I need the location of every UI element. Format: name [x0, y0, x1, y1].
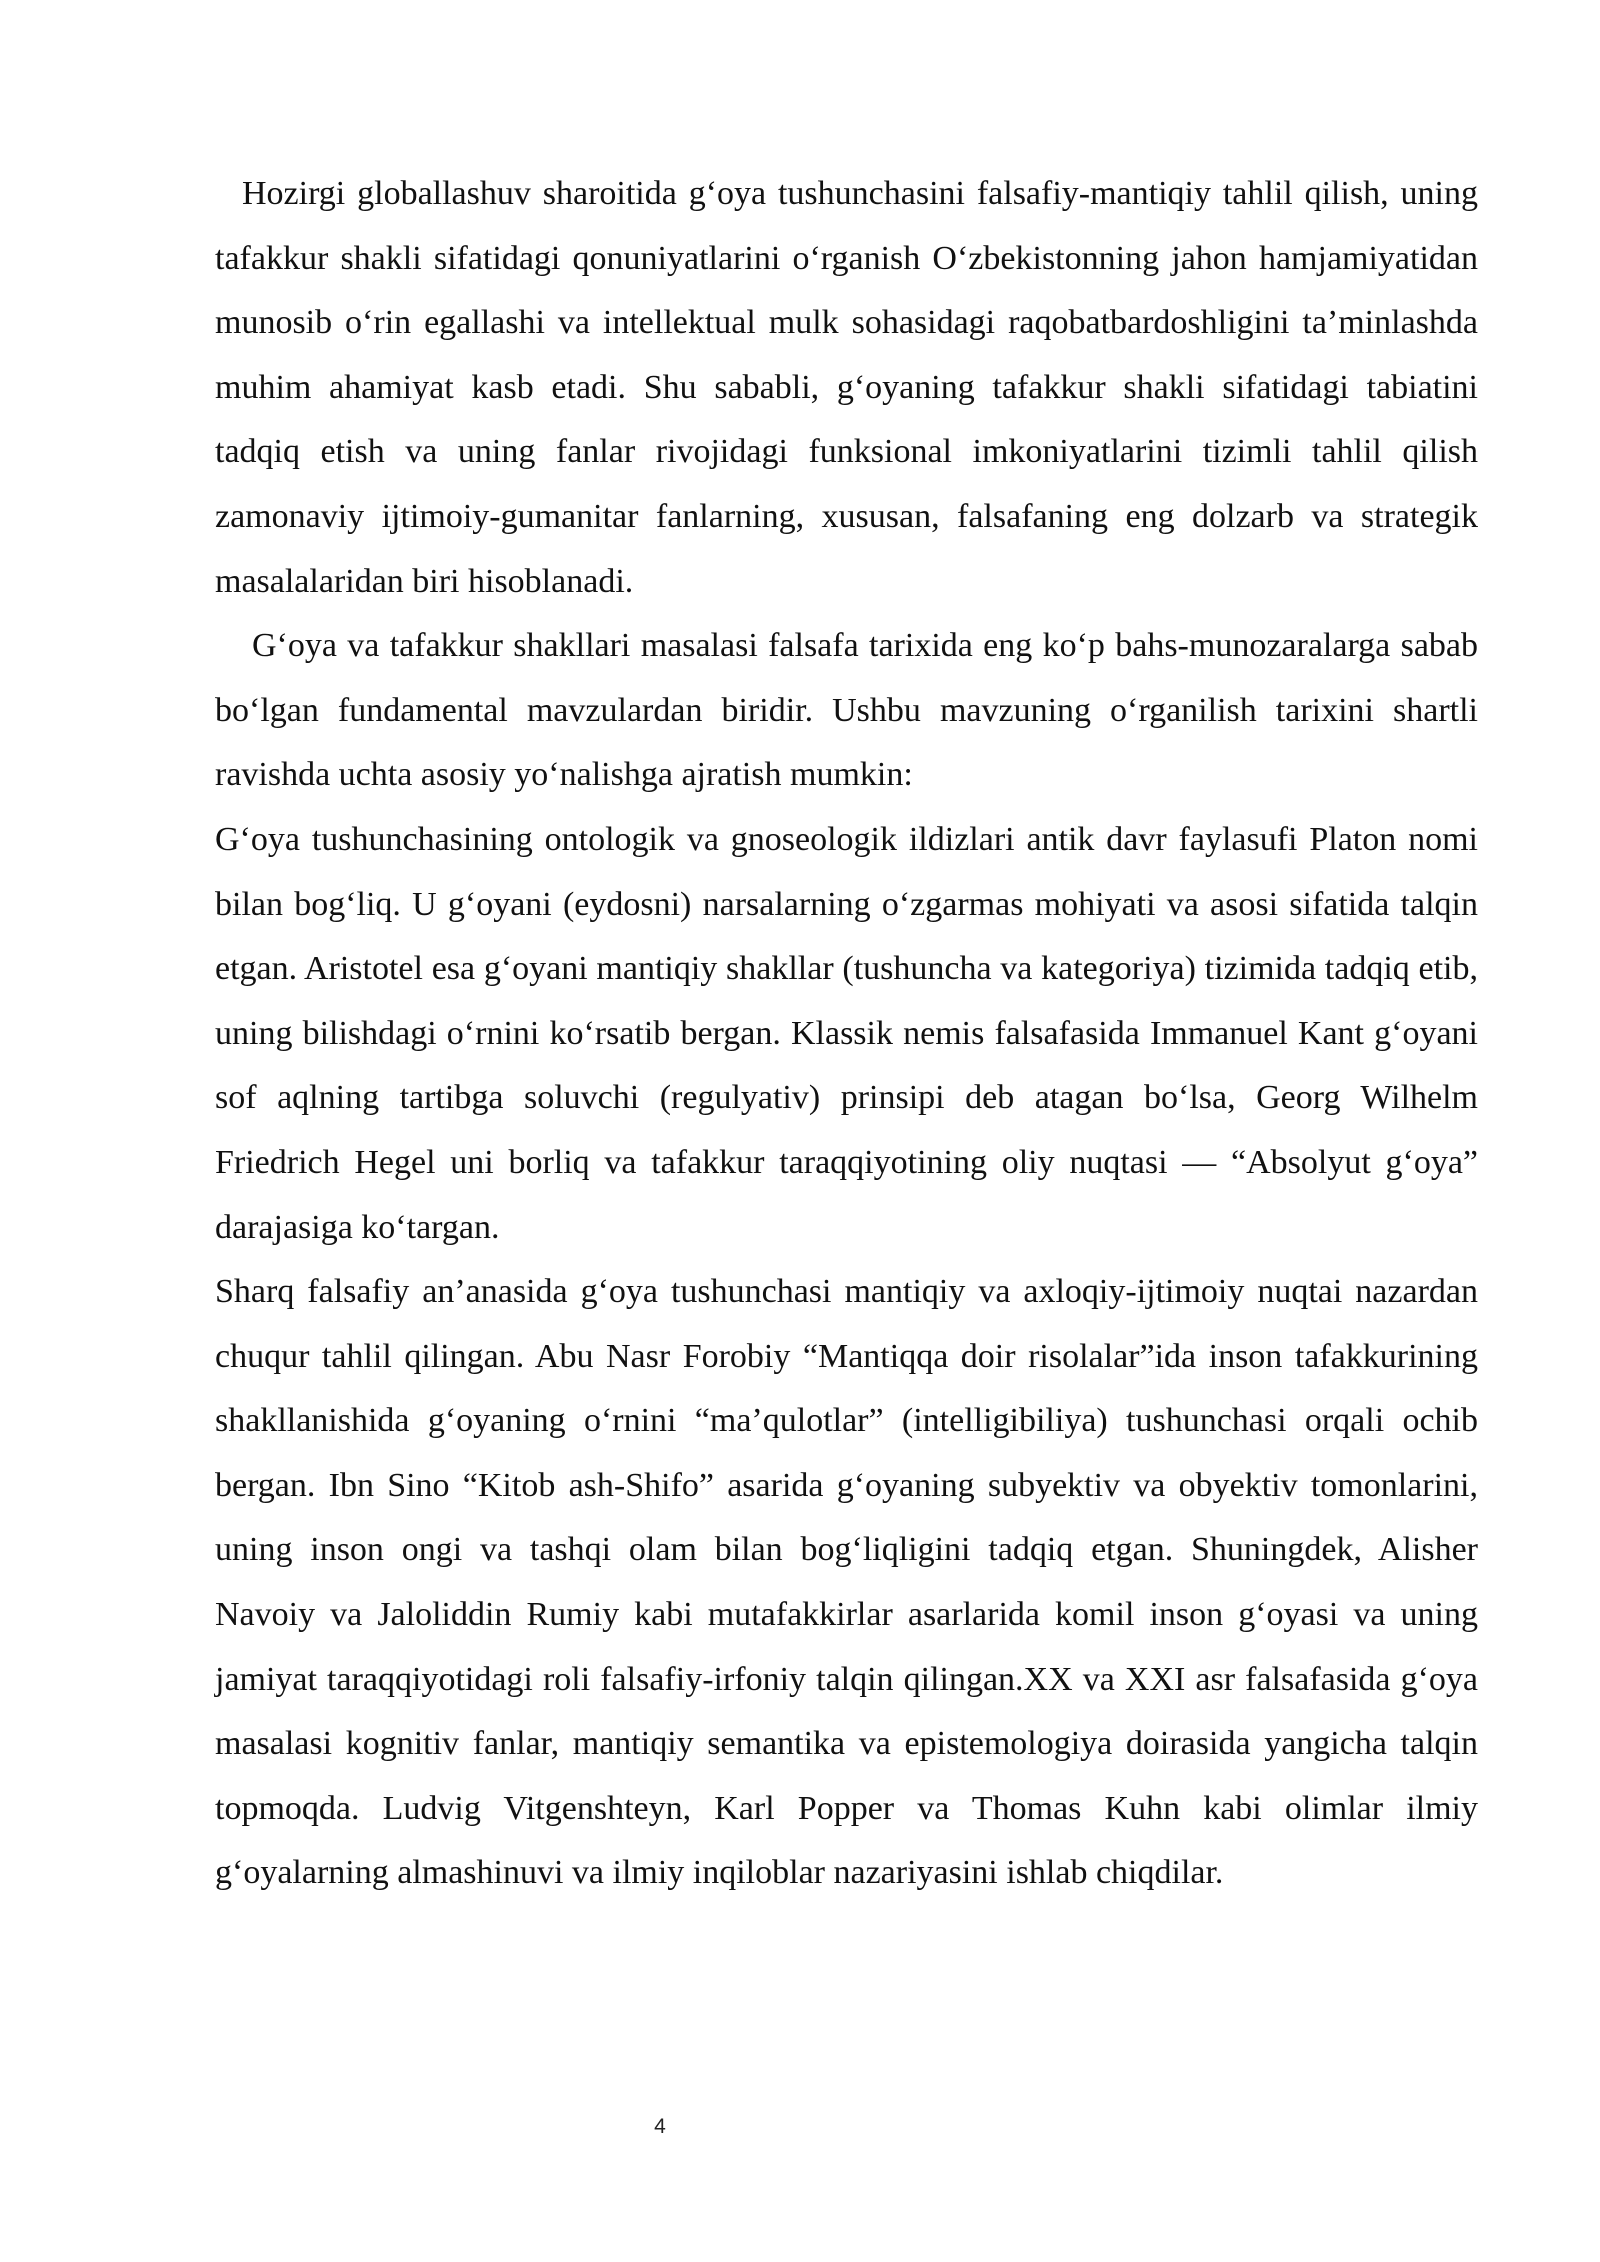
paragraph-3: G‘oya tushunchasining ontologik va gnoseologik ildizlari antik davr faylasufi Platon nomi bilan bog‘liq. U g‘oyani (eydosni) narsalarning o‘zgarmas mohiyati va asosi sifatida talqin etgan. Aristotel esa g‘oyani mantiqiy shakllar (tushuncha va kategoriya) tizimida tadqiq etib, uning bilishdagi o‘rnini ko‘rsatib bergan. Klassik nemis falsafasida Immanuel Kant g‘oyani sof aqlning tartibga soluvchi (regulyativ) prinsipi deb atagan bo‘lsa, Georg Wilhelm Friedrich Hegel uni borliq va tafakkur taraqqiyotining oliy nuqtasi — “Absolyut g‘oya” darajasiga ko‘targan.: [215, 820, 1478, 1246]
paragraph-2: G‘oya va tafakkur shakllari masalasi falsafa tarixida eng ko‘p bahs-munozaralarga sabab bo‘lgan fundamental mavzulardan biridir. Ushbu mavzuning o‘rganilish tarixini shartli ravishda uchta asosiy yo‘nalishga ajratish mumkin:: [215, 627, 1478, 794]
paragraph-1: Hozirgi globallashuv sharoitida g‘oya tushunchasini falsafiy-mantiqiy tahlil qilish, uning tafakkur shakli sifatidagi qonuniyatlarini o‘rganish O‘zbekistonning jahon hamjamiyatidan munosib o‘rin egallashi va intellektual mulk sohasidagi raqobatbardoshligini ta’minlashda muhim ahamiyat kasb etadi. Shu sababli, g‘oyaning tafakkur shakli sifatidagi tabiatini tadqiq etish va uning fanlar rivojidagi funksional imkoniyatlarini tizimli tahlil qilish zamonaviy ijtimoiy-gumanitar fanlarning, xususan, falsafaning eng dolzarb va strategik masalalaridan biri hisoblanadi.: [215, 175, 1478, 600]
page-number: 4: [654, 2115, 666, 2138]
paragraph-4: Sharq falsafiy an’anasida g‘oya tushunchasi mantiqiy va axloqiy-ijtimoiy nuqtai nazardan chuqur tahlil qilingan. Abu Nasr Forobiy “Mantiqqa doir risolalar”ida inson tafakkurining shakllanishida g‘oyaning o‘rnini “ma’qulotlar” (intelligibiliya) tushunchasi orqali ochib bergan. Ibn Sino “Kitob ash-Shifo” asarida g‘oyaning subyektiv va obyektiv tomonlarini, uning inson ongi va tashqi olam bilan bog‘liqligini tadqiq etgan. Shuningdek, Alisher Navoiy va Jaloliddin Rumiy kabi mutafakkirlar asarlarida komil inson g‘oyasi va uning jamiyat taraqqiyotidagi roli falsafiy-irfoniy talqin qilingan.XX va XXI asr falsafasida g‘oya masalasi kognitiv fanlar, mantiqiy semantika va epistemologiya doirasida yangicha talqin topmoqda. Ludvig Vitgenshteyn, Karl Popper va Thomas Kuhn kabi olimlar ilmiy g‘oyalarning almashinuvi va ilmiy inqiloblar nazariyasini ishlab chiqdilar.: [215, 1273, 1478, 1892]
body-text: [215, 162, 1478, 1906]
